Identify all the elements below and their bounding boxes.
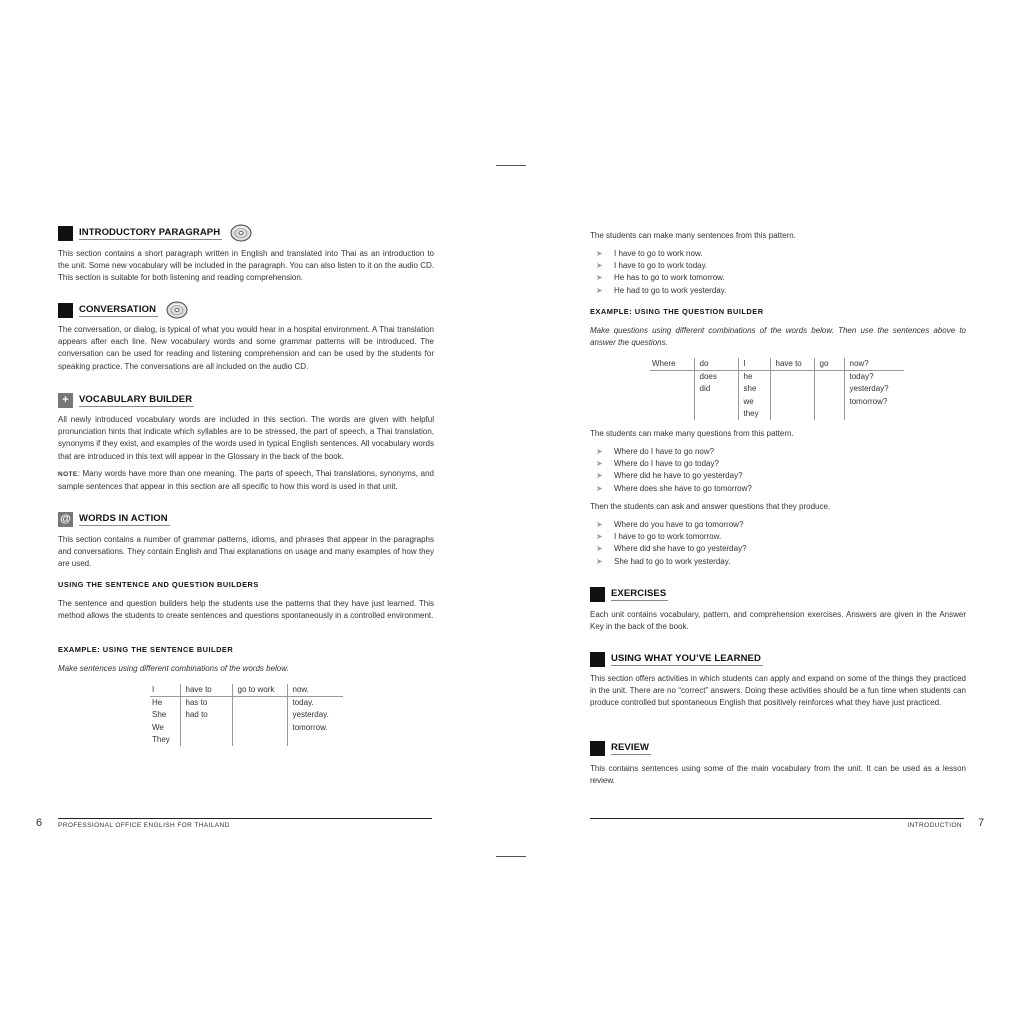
table-cell [814,383,844,395]
table-cell [770,383,814,395]
list-item [590,458,966,470]
builders-text: The sentence and question builders help the students use the patterns that they have just learned. This method allows the students to create sentences and questions spontaneously in a controlled environment. [58,599,434,621]
question-builder-instruction: Make questions using different combinations of the words below. Then use the sentences above to answer the questions. [590,326,966,348]
page-number: 7 [978,817,985,829]
at-sign-icon: @ [58,512,73,527]
list-item-text: She had to go to work yesterday. [614,556,731,566]
list-item-text: He has to go to work tomorrow. [614,273,725,283]
table-cell [694,396,738,408]
table-cell [814,371,844,384]
running-footer: INTRODUCTION [907,822,962,829]
using-learned-text: This section offers activities in which students can apply and expand on some of the things they practiced in the unit. There are no “correct” answers. Doing these activities should be a fun time when students can produce controlled but spontaneous English that positively reinforces what they have just practiced. [590,674,966,708]
footer-rule [590,818,964,819]
arrow-bullet-icon: ➤ [596,273,603,283]
table-cell [814,408,844,420]
table-cell [232,722,287,734]
list-item [590,531,966,543]
list-item [590,272,966,284]
vocabulary-note [58,468,434,493]
table-cell [650,371,694,384]
table-cell [232,734,287,746]
question-builder-heading: EXAMPLE: USING THE QUESTION BUILDER [590,307,764,316]
vocabulary-builder-text: All newly introduced vocabulary words are included in this section. The words are given with helpful pronunciation hints that indicate which syllables are to be stressed, the part of speech, a Thai translation, synonyms if they exist, and examples of the words used in typical English sentences. All vocabulary words that are introduced in this text will appear in the Glossary in the back of the book. [58,415,434,461]
list-item-text: Where do I have to go now? [614,447,715,456]
words-in-action-text: This section contains a number of grammar patterns, idioms, and phrases that appear in the paragraphs and conversations. They contain English and Thai explanations on usage and many examples of how they are used. [58,535,434,569]
question-builder-table [650,358,904,420]
sentence-builder-instruction: Make sentences using different combinations of the words below. [58,664,289,673]
question-builder-row [650,408,904,420]
table-cell: They [152,734,170,744]
list-item-text: He had to go to work yesterday. [614,285,727,295]
table-cell: we [738,396,770,408]
question-builder-row [650,371,904,384]
table-cell: I [150,684,180,697]
table-cell: now. [287,684,343,697]
footer-rule [58,818,432,819]
table-cell: yesterday? [844,383,904,395]
sentence-builder-row [150,697,343,710]
table-cell [694,408,738,420]
table-cell: have to [180,684,232,697]
list-item [590,543,966,555]
heading-title: WORDS IN ACTION [79,512,168,524]
table-cell: have to [770,358,814,371]
table-cell: does [694,371,738,384]
table-cell: She [152,710,167,720]
table-cell [650,383,694,395]
table-cell [232,709,287,721]
crop-mark-top [496,165,526,166]
table-cell [844,408,904,420]
question-builder-row [650,358,904,371]
cd-icon [230,224,252,242]
table-cell: now? [844,358,904,371]
sentence-builder-row [150,709,343,721]
heading-square-icon [590,652,605,667]
table-cell: today? [844,371,904,384]
heading-introductory-paragraph [58,225,252,241]
arrow-bullet-icon: ➤ [596,261,603,271]
heading-square-icon [58,303,73,318]
list-item-text: Where did he have to go yesterday? [614,471,743,481]
conversation-text: The conversation, or dialog, is typical of what you would hear in a hospital environment. A Thai translation appears after each line. New vocabulary words and some grammar patterns will be introduced. The conversation can be used for reading and listening comprehension and can be used by the students for speaking practice. The conversations are all included on the audio CD. [58,325,434,371]
table-cell: go [814,358,844,371]
table-cell: tomorrow. [287,722,343,734]
table-cell [180,734,232,746]
table-cell [650,396,694,408]
heading-review [590,740,651,756]
heading-vocabulary-builder [58,392,194,408]
qa-intro-text: Then the students can ask and answer questions that they produce. [590,502,831,511]
question-list [590,446,966,495]
arrow-bullet-icon: ➤ [596,532,603,542]
heading-square-icon [590,741,605,756]
list-item [590,248,966,260]
heading-square-icon [58,226,73,241]
list-item [590,556,966,568]
table-cell [650,408,694,420]
pattern-intro-text: The students can make many sentences from this pattern. [590,231,796,240]
arrow-bullet-icon: ➤ [596,520,603,529]
review-text: This contains sentences using some of the main vocabulary from the unit. It can be used as a lesson review. [590,764,966,786]
heading-title: CONVERSATION [79,303,157,315]
table-cell [770,408,814,420]
table-cell: he [738,371,770,384]
list-item [590,446,966,458]
list-item [590,470,966,482]
heading-title: USING WHAT YOU’VE LEARNED [611,652,761,664]
exercises-text: Each unit contains vocabulary, pattern, and comprehension exercises. Answers are given in the Answer Key in the back of the book. [590,610,966,632]
heading-square-icon [590,587,605,602]
heading-title: INTRODUCTORY PARAGRAPH [79,226,221,238]
cd-icon [166,301,188,319]
arrow-bullet-icon: ➤ [596,556,603,566]
sentence-builder-row [150,684,343,697]
table-cell: today. [287,697,343,710]
list-item [590,285,966,297]
table-cell: I [738,358,770,371]
arrow-bullet-icon: ➤ [596,249,603,258]
arrow-bullet-icon: ➤ [596,544,603,554]
introductory-paragraph-text: This section contains a short paragraph written in English and translated into Thai as an introduction to the unit. Some new vocabulary will be included in the paragraph. You can also listen to it on the audio CD. This section is suitable for both listening and reading comprehension. [58,249,434,283]
table-cell [814,396,844,408]
list-item-text: I have to go to work today. [614,261,708,271]
heading-title: EXERCISES [611,587,667,599]
table-cell: Where [650,358,694,371]
arrow-bullet-icon: ➤ [596,471,603,481]
heading-exercises [590,586,668,602]
pattern-sentence-list [590,248,966,297]
arrow-bullet-icon: ➤ [596,483,603,493]
table-cell [180,722,232,734]
list-item-text: I have to go to work now. [614,249,703,258]
running-footer: PROFESSIONAL OFFICE ENGLISH FOR THAILAND [58,822,230,829]
table-cell [232,697,287,710]
table-cell: yesterday. [287,709,343,721]
sentence-builder-row [150,722,343,734]
list-item [590,483,966,495]
heading-conversation [58,302,188,318]
page-number: 6 [36,817,43,829]
qa-list [590,519,966,568]
table-cell: has to [180,697,232,710]
heading-title: VOCABULARY BUILDER [79,393,193,405]
list-item [590,519,966,531]
list-item-text: Where did she have to go yesterday? [614,544,747,554]
table-cell: tomorrow? [844,396,904,408]
heading-words-in-action [58,511,170,527]
question-builder-row [650,396,904,408]
table-cell: go to work [232,684,287,697]
heading-title: REVIEW [611,741,650,753]
table-cell: did [694,383,738,395]
note-text: : Many words have more than one meaning. The parts of speech, Thai translations, synonyms, and sample sentences that appear in this section are all specific to how this word is used in that unit. [58,469,434,492]
arrow-bullet-icon: ➤ [596,285,603,295]
table-cell: do [694,358,738,371]
table-cell [287,734,343,746]
list-item-text: Where does she have to go tomorrow? [614,483,752,493]
questions-intro-text: The students can make many questions from this pattern. [590,429,794,438]
note-label: NOTE [58,471,78,478]
arrow-bullet-icon: ➤ [596,459,603,469]
list-item [590,260,966,272]
plus-icon: + [58,393,73,408]
sentence-builder-heading: EXAMPLE: USING THE SENTENCE BUILDER [58,645,234,654]
heading-using-what-youve-learned [590,651,763,667]
table-cell: He [152,698,163,708]
table-cell: she [738,383,770,395]
list-item-text: Where do you have to go tomorrow? [614,520,744,529]
list-item-text: Where do I have to go today? [614,459,719,469]
builders-heading: USING THE SENTENCE AND QUESTION BUILDERS [58,580,259,589]
arrow-bullet-icon: ➤ [596,447,603,456]
table-cell: had to [180,709,232,721]
table-cell [770,371,814,384]
sentence-builder-row [150,734,343,746]
table-cell [770,396,814,408]
list-item-text: I have to go to work tomorrow. [614,532,722,542]
table-cell: We [152,722,164,732]
sentence-builder-table [150,684,343,746]
question-builder-row [650,383,904,395]
table-cell: they [738,408,770,420]
crop-mark-bottom [496,856,526,857]
